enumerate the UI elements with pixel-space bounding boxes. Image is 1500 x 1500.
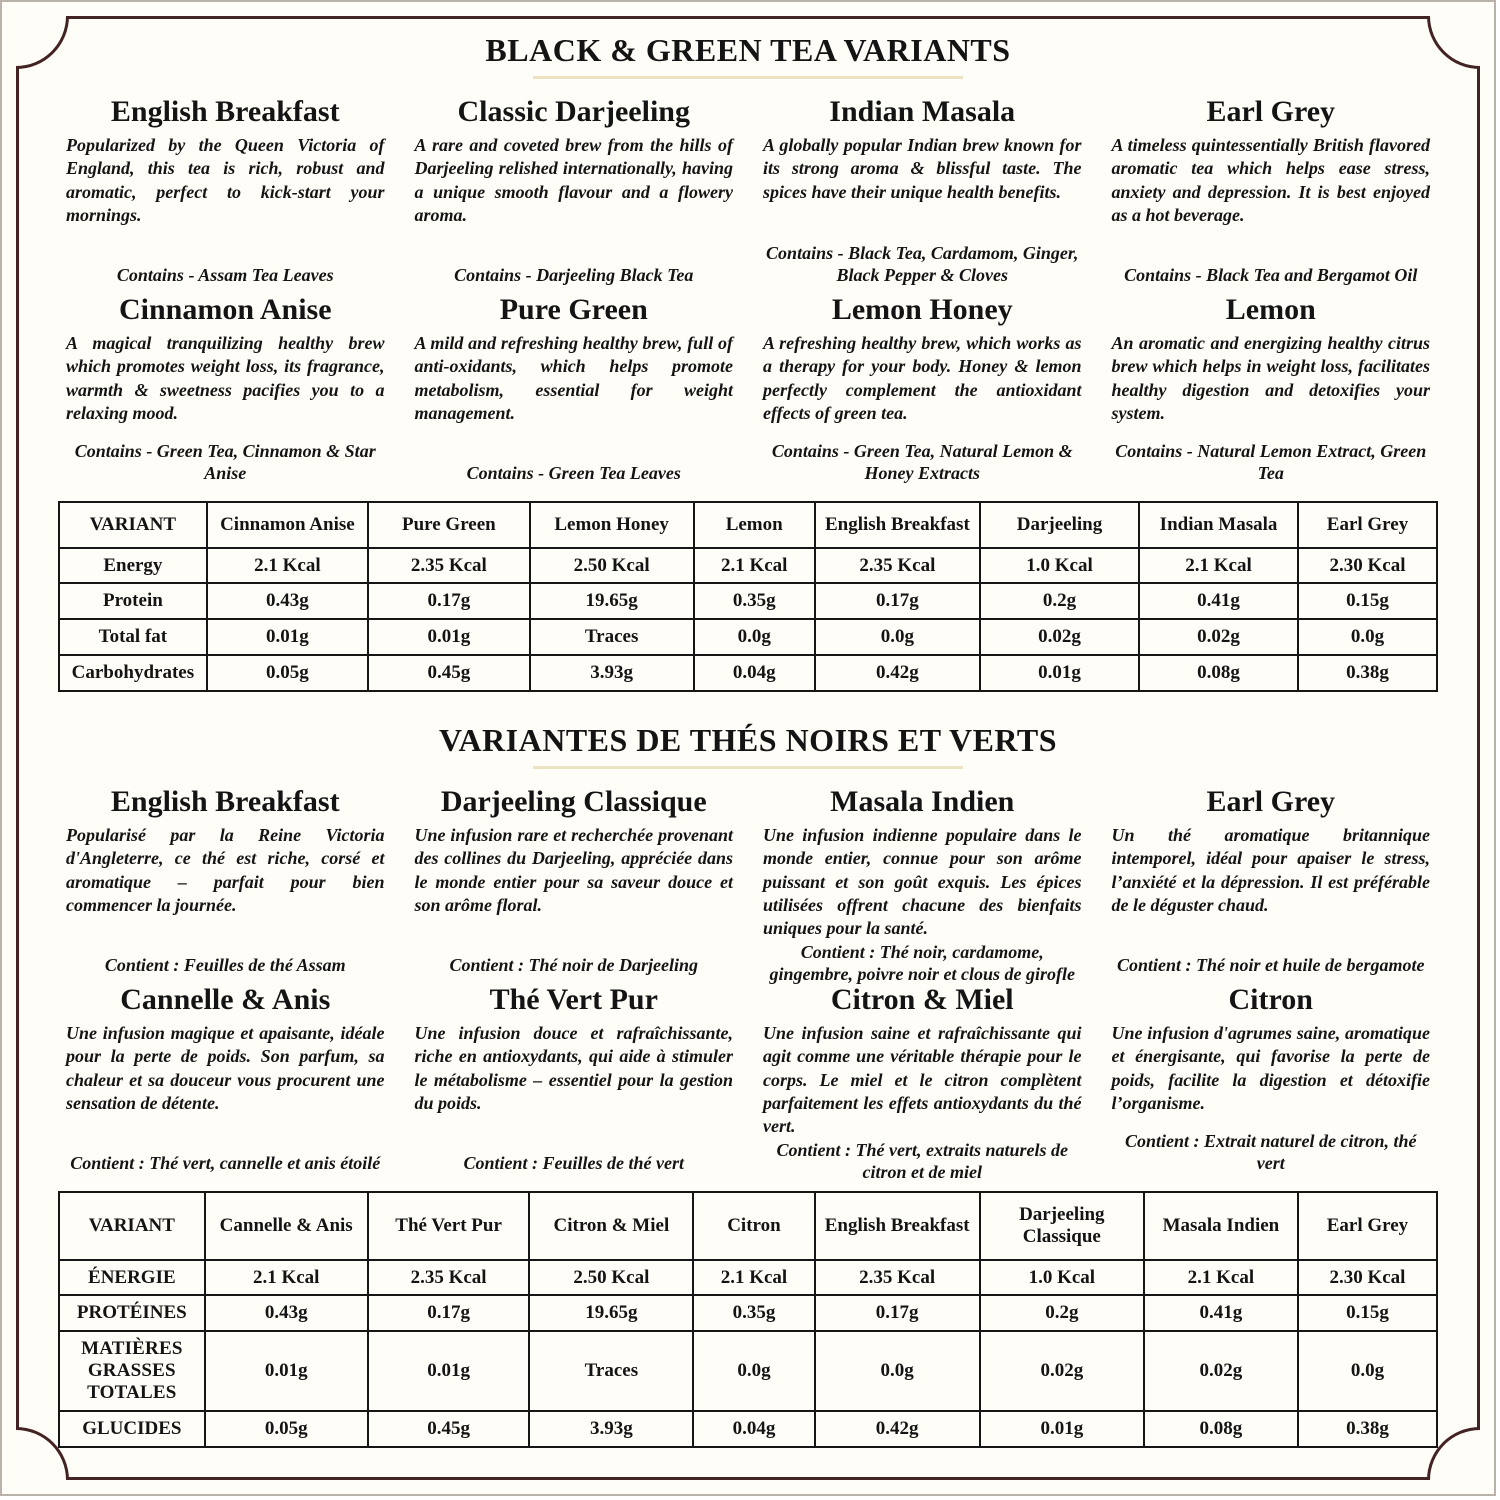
tea-card-earl-grey-fr <box>1112 779 1431 977</box>
table-row-matieres-grasses <box>59 1331 1437 1411</box>
table-cell: 0.01g <box>368 619 530 655</box>
tea-card-contains: Contains - Black Tea, Cardamom, Ginger, Black Pepper & Cloves <box>766 242 1079 286</box>
table-cell: 3.93g <box>529 1411 693 1447</box>
tea-card-lemon <box>1112 287 1431 485</box>
tea-card-contains: Contains - Green Tea Leaves <box>466 463 681 484</box>
tea-card-title: Cinnamon Anise <box>118 292 332 326</box>
tea-card-description: Une infusion magique et apaisante, idéale pour la perte de poids. Son parfum, sa chaleur et sa douceur vous procurent une sensation de détente. <box>66 1022 385 1113</box>
table-cell: 0.0g <box>815 619 980 655</box>
table-cell: 3.93g <box>530 655 694 691</box>
tea-card-contains: Contient : Thé vert, cannelle et anis étoilé <box>70 1153 381 1174</box>
tea-card-classic-darjeeling <box>415 89 734 287</box>
table-cell: 0.38g <box>1298 655 1437 691</box>
table-cell: 2.1 Kcal <box>694 548 815 584</box>
tea-card-description: An aromatic and energizing healthy citrus brew which helps in weight loss, facilitates healthy digestion and detoxifies your system. <box>1111 332 1430 423</box>
tea-card-description: A rare and coveted brew from the hills of Darjeeling relished internationally, having a unique smooth flavour and a flowery aroma. <box>414 134 733 225</box>
table-header-cell: Citron <box>693 1192 814 1260</box>
tea-card-description: A refreshing healthy brew, which works as a therapy for your body. Honey & lemon perfectly complement the antioxidant effects of green tea. <box>763 332 1082 423</box>
tea-cards-fr <box>58 779 1438 1183</box>
table-row-proteines <box>59 1295 1437 1331</box>
table-header-cell: English Breakfast <box>815 1192 980 1260</box>
tea-card-description: Popularized by the Queen Victoria of England, this tea is rich, robust and aromatic, perfect to kick-start your mornings. <box>66 134 385 225</box>
table-header-row <box>59 502 1437 548</box>
tea-card-title: Pure Green <box>499 292 648 326</box>
table-cell: 19.65g <box>530 583 694 619</box>
table-cell: 0.02g <box>980 619 1139 655</box>
table-cell: 0.2g <box>980 1295 1144 1331</box>
tea-card-title: Classic Darjeeling <box>457 94 690 128</box>
tea-card-description: Une infusion douce et rafraîchissante, riche en antioxydants, qui aide à stimuler le métabolisme – essentiel pour la gestion du poids. <box>414 1022 733 1113</box>
table-row-label: Protein <box>59 583 207 619</box>
table-cell: 0.02g <box>980 1331 1144 1411</box>
table-row-carbohydrates <box>59 655 1437 691</box>
table-row-protein <box>59 583 1437 619</box>
tea-card-title: Lemon Honey <box>831 292 1013 326</box>
table-cell: 0.04g <box>693 1411 814 1447</box>
table-cell: 0.0g <box>1298 619 1437 655</box>
tea-card-title: Masala Indien <box>830 784 1015 818</box>
tea-card-title: Lemon <box>1225 292 1316 326</box>
table-cell: 2.50 Kcal <box>529 1260 693 1296</box>
tea-card-citron-miel <box>763 977 1082 1183</box>
table-cell: 0.01g <box>980 1411 1144 1447</box>
table-cell: 0.35g <box>694 583 815 619</box>
table-header-cell: Lemon <box>694 502 815 548</box>
tea-card-contains: Contient : Feuilles de thé Assam <box>104 955 346 976</box>
tea-card-title: English Breakfast <box>110 784 340 818</box>
table-header-row <box>59 1192 1437 1260</box>
table-row-label: Total fat <box>59 619 207 655</box>
table-cell: Traces <box>530 619 694 655</box>
title-underline-fr <box>533 766 963 769</box>
table-cell: 0.02g <box>1139 619 1298 655</box>
table-header-cell: Citron & Miel <box>529 1192 693 1260</box>
table-cell: 0.05g <box>207 655 368 691</box>
table-cell: 2.1 Kcal <box>693 1260 814 1296</box>
nutrition-table-en <box>58 501 1438 692</box>
table-cell: 0.01g <box>368 1331 530 1411</box>
table-cell: 0.15g <box>1298 1295 1437 1331</box>
table-cell: 0.43g <box>207 583 368 619</box>
tea-card-description: Une infusion d'agrumes saine, aromatique et énergisante, qui favorise la perte de poids, facilite la digestion et détoxifie l’organisme. <box>1111 1022 1430 1113</box>
table-header-cell: English Breakfast <box>815 502 980 548</box>
tea-card-description: Un thé aromatique britannique intemporel, idéal pour apaiser le stress, l’anxiété et la dépression. Il est préférable de le déguster chaud. <box>1111 824 1430 915</box>
tea-card-contains: Contient : Thé noir, cardamome, gingembre, poivre noir et clous de girofle <box>769 941 1075 985</box>
tea-card-contains: Contient : Thé vert, extraits naturels de citron et de miel <box>776 1139 1068 1183</box>
table-cell: 0.0g <box>693 1331 814 1411</box>
table-cell: 0.04g <box>694 655 815 691</box>
table-cell: 0.01g <box>207 619 368 655</box>
table-cell: Traces <box>529 1331 693 1411</box>
table-header-cell: Darjeeling <box>980 502 1139 548</box>
table-cell: 0.01g <box>205 1331 368 1411</box>
tea-card-title: Citron & Miel <box>830 982 1014 1016</box>
table-cell: 19.65g <box>529 1295 693 1331</box>
table-header-cell: Masala Indien <box>1144 1192 1298 1260</box>
tea-card-title: Indian Masala <box>829 94 1016 128</box>
table-row-energie <box>59 1260 1437 1296</box>
tea-card-contains: Contains - Darjeeling Black Tea <box>454 265 694 286</box>
table-row-label: Energy <box>59 548 207 584</box>
table-cell: 0.0g <box>694 619 815 655</box>
table-cell: 2.35 Kcal <box>368 548 530 584</box>
tea-card-earl-grey <box>1112 89 1431 287</box>
table-cell: 0.17g <box>815 1295 980 1331</box>
tea-cards-en <box>58 89 1438 485</box>
tea-card-description: Une infusion rare et recherchée provenant des collines du Darjeeling, appréciée dans le monde entier pour sa saveur douce et son arôme floral. <box>414 824 733 915</box>
table-row-label: PROTÉINES <box>59 1295 205 1331</box>
tea-card-contains: Contains - Black Tea and Bergamot Oil <box>1124 265 1418 286</box>
table-cell: 0.08g <box>1139 655 1298 691</box>
tea-card-description: Une infusion indienne populaire dans le monde entier, connue pour son arôme puissant et son goût exquis. Les épices utilisées offrent chacune des bienfaits uniques pour la santé. <box>763 824 1082 939</box>
tea-card-description: A timeless quintessentially British flavored aromatic tea which helps ease stress, anxiety and depression. It is best enjoyed as a hot beverage. <box>1111 134 1430 225</box>
table-cell: 2.1 Kcal <box>1139 548 1298 584</box>
table-cell: 1.0 Kcal <box>980 548 1139 584</box>
tea-card-contains: Contient : Feuilles de thé vert <box>463 1153 684 1174</box>
tea-card-title: Cannelle & Anis <box>120 982 331 1016</box>
tea-card-title: Thé Vert Pur <box>489 982 658 1016</box>
table-header-cell: Thé Vert Pur <box>368 1192 530 1260</box>
tea-card-title: English Breakfast <box>110 94 340 128</box>
tea-card-description: A globally popular Indian brew known for its strong aroma & blissful taste. The spices have their unique health benefits. <box>763 134 1082 202</box>
table-cell: 0.2g <box>980 583 1139 619</box>
table-row-label: Carbohydrates <box>59 655 207 691</box>
tea-card-title: Earl Grey <box>1206 94 1336 128</box>
tea-card-title: Darjeeling Classique <box>440 784 707 818</box>
section-french <box>58 722 1438 1448</box>
table-cell: 2.30 Kcal <box>1298 548 1437 584</box>
table-header-cell: Cannelle & Anis <box>205 1192 368 1260</box>
tea-card-contains: Contient : Thé noir et huile de bergamote <box>1116 955 1425 976</box>
tea-card-contains: Contient : Extrait naturel de citron, thé vert <box>1124 1130 1417 1174</box>
table-cell: 0.17g <box>368 1295 530 1331</box>
tea-card-the-vert-pur <box>415 977 734 1175</box>
tea-card-description: A magical tranquilizing healthy brew which promotes weight loss, its fragrance, warmth & sweetness pacifies you to a relaxing mood. <box>66 332 385 423</box>
table-cell: 0.08g <box>1144 1411 1298 1447</box>
table-header-cell: VARIANT <box>59 1192 205 1260</box>
table-header-cell: Indian Masala <box>1139 502 1298 548</box>
table-cell: 0.05g <box>205 1411 368 1447</box>
tea-card-contains: Contains - Green Tea, Cinnamon & Star Anise <box>74 440 376 484</box>
tea-card-darjeeling-classique <box>415 779 734 977</box>
table-header-cell: Earl Grey <box>1298 1192 1437 1260</box>
table-cell: 0.45g <box>368 655 530 691</box>
table-cell: 0.0g <box>1298 1331 1437 1411</box>
table-cell: 0.15g <box>1298 583 1437 619</box>
table-header-cell: Cinnamon Anise <box>207 502 368 548</box>
table-cell: 2.1 Kcal <box>1144 1260 1298 1296</box>
table-cell: 0.41g <box>1139 583 1298 619</box>
table-header-cell: Pure Green <box>368 502 530 548</box>
table-cell: 0.45g <box>368 1411 530 1447</box>
table-cell: 0.43g <box>205 1295 368 1331</box>
tea-card-description: Une infusion saine et rafraîchissante qui agit comme une véritable thérapie pour le corps. Le miel et le citron complètent parfaitement les effets antioxydants du thé vert. <box>763 1022 1082 1137</box>
table-cell: 2.30 Kcal <box>1298 1260 1437 1296</box>
tea-card-contains: Contient : Thé noir de Darjeeling <box>449 955 698 976</box>
table-cell: 2.35 Kcal <box>368 1260 530 1296</box>
table-header-cell: VARIANT <box>59 502 207 548</box>
table-row-glucides <box>59 1411 1437 1447</box>
title-underline-en <box>533 76 963 79</box>
table-cell: 0.01g <box>980 655 1139 691</box>
tea-card-english-breakfast <box>66 89 385 287</box>
tea-card-english-breakfast-fr <box>66 779 385 977</box>
table-row-label: ÉNERGIE <box>59 1260 205 1296</box>
tea-card-contains: Contains - Natural Lemon Extract, Green Tea <box>1115 440 1427 484</box>
tea-card-contains: Contains - Green Tea, Natural Lemon & Honey Extracts <box>771 440 1073 484</box>
table-cell: 2.50 Kcal <box>530 548 694 584</box>
table-header-cell: Lemon Honey <box>530 502 694 548</box>
tea-card-title: Earl Grey <box>1206 784 1336 818</box>
table-cell: 2.1 Kcal <box>205 1260 368 1296</box>
table-cell: 2.1 Kcal <box>207 548 368 584</box>
content <box>58 32 1438 1448</box>
tea-card-masala-indien <box>763 779 1082 985</box>
tea-card-title: Citron <box>1228 982 1313 1016</box>
tea-card-pure-green <box>415 287 734 485</box>
table-cell: 0.42g <box>815 655 980 691</box>
table-cell: 0.35g <box>693 1295 814 1331</box>
table-row-label: GLUCIDES <box>59 1411 205 1447</box>
tea-card-description: Popularisé par la Reine Victoria d'Angleterre, ce thé est riche, corsé et aromatique – parfait pour bien commencer la journée. <box>66 824 385 915</box>
tea-card-cinnamon-anise <box>66 287 385 485</box>
table-header-cell: Earl Grey <box>1298 502 1437 548</box>
table-row-energy <box>59 548 1437 584</box>
tea-card-contains: Contains - Assam Tea Leaves <box>116 265 334 286</box>
tea-card-lemon-honey <box>763 287 1082 485</box>
tea-card-indian-masala <box>763 89 1082 287</box>
table-row-label: MATIÈRES GRASSES TOTALES <box>59 1331 205 1411</box>
table-cell: 0.17g <box>368 583 530 619</box>
section-title-en: BLACK & GREEN TEA VARIANTS <box>485 32 1011 68</box>
table-header-cell: Darjeeling Classique <box>980 1192 1144 1260</box>
table-cell: 0.0g <box>815 1331 980 1411</box>
tea-card-description: A mild and refreshing healthy brew, full of anti-oxidants, which helps promote metabolism, essential for weight management. <box>414 332 733 423</box>
table-cell: 0.17g <box>815 583 980 619</box>
table-cell: 0.41g <box>1144 1295 1298 1331</box>
table-cell: 0.02g <box>1144 1331 1298 1411</box>
tea-card-cannelle-anis <box>66 977 385 1175</box>
section-title-fr: VARIANTES DE THÉS NOIRS ET VERTS <box>438 722 1058 759</box>
table-cell: 0.38g <box>1298 1411 1437 1447</box>
table-cell: 1.0 Kcal <box>980 1260 1144 1296</box>
nutrition-table-fr <box>58 1191 1438 1448</box>
tea-card-citron <box>1112 977 1431 1175</box>
table-cell: 2.35 Kcal <box>815 1260 980 1296</box>
table-cell: 0.42g <box>815 1411 980 1447</box>
section-english <box>58 32 1438 692</box>
table-row-total-fat <box>59 619 1437 655</box>
table-cell: 2.35 Kcal <box>815 548 980 584</box>
